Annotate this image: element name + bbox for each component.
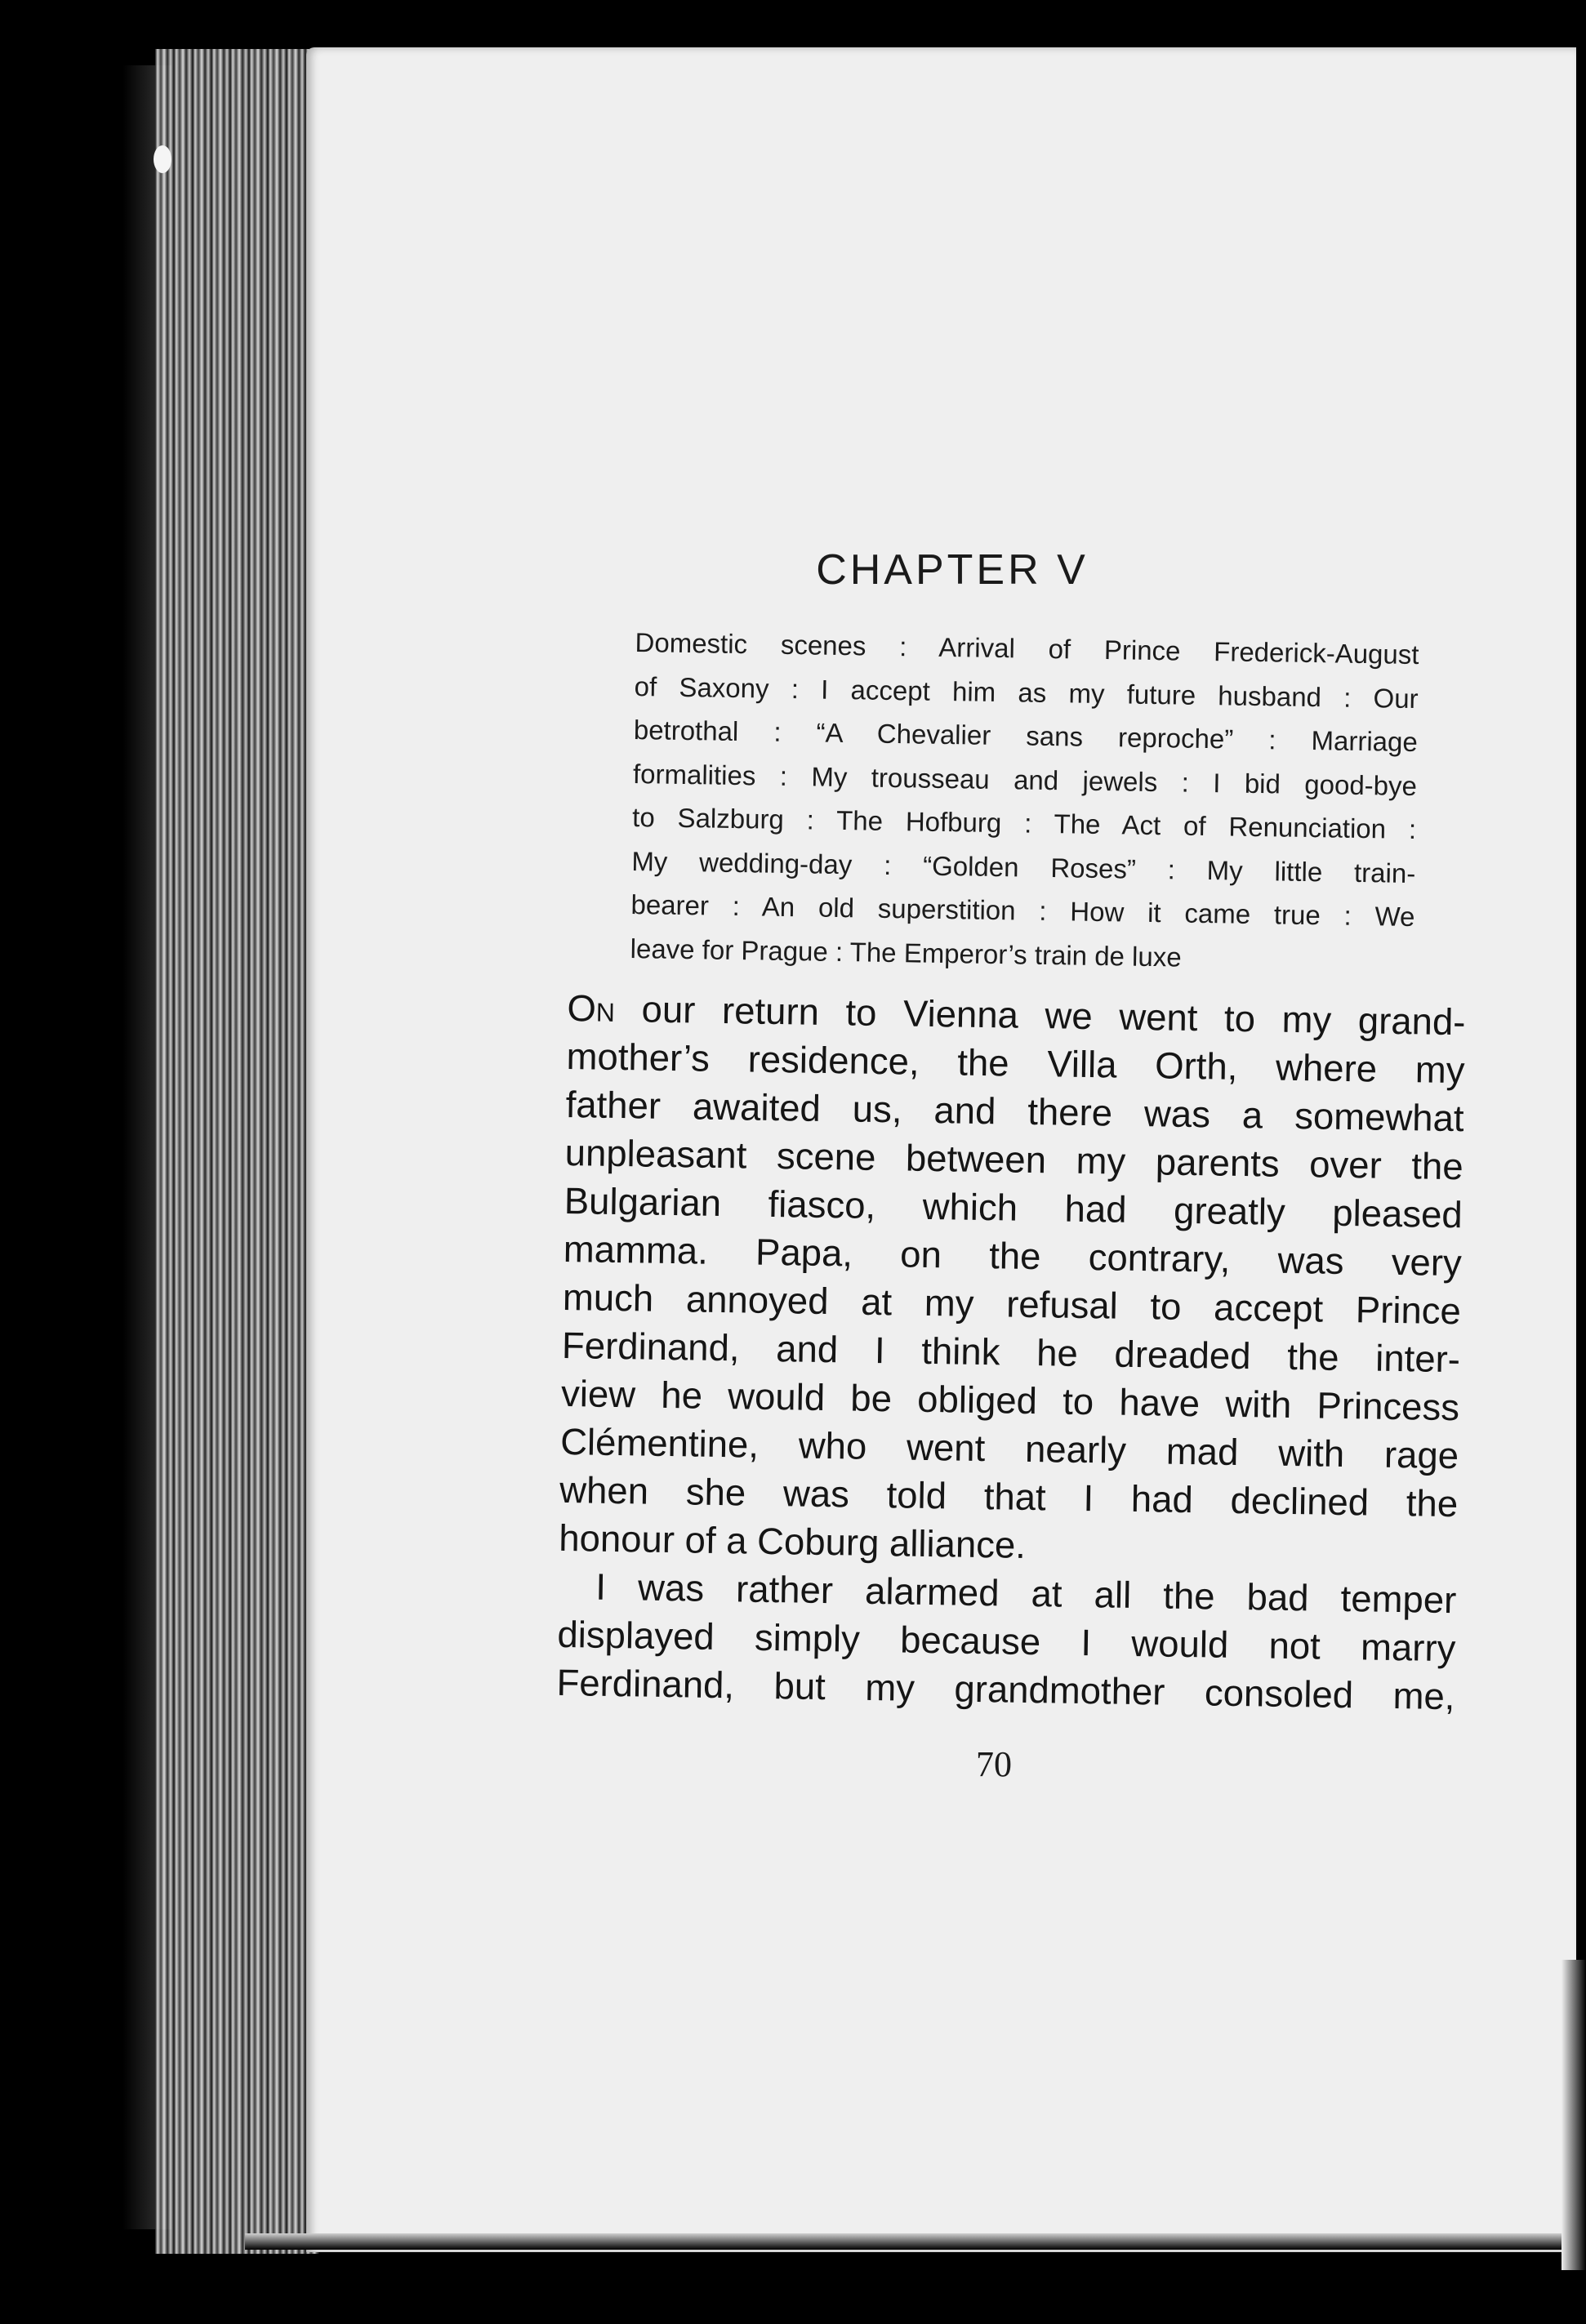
body-line-first-rest: our return to Vienna we went to my grand-: [614, 987, 1466, 1044]
body-line: displayed simply because I would not marry: [557, 1613, 1456, 1670]
scan-artifact: [154, 145, 172, 173]
drop-word: On: [567, 986, 616, 1030]
chapter-synopsis: [630, 621, 1419, 982]
synopsis-line: to Salzburg : The Hofburg : The Act of Renunciation :: [631, 801, 1417, 845]
body-line: Ferdinand, and I think he dreaded the inter-: [561, 1324, 1461, 1381]
body-line: when she was told that I had declined the: [559, 1468, 1459, 1525]
page-number: 70: [976, 1744, 1012, 1784]
synopsis-line: leave for Prague : The Emperor’s train de luxe: [630, 933, 1182, 973]
body-line: view he would be obliged to have with Princess: [560, 1372, 1460, 1429]
synopsis-line: My wedding-day : “Golden Roses” : My little train-: [631, 845, 1416, 888]
page-bottom-edge: [245, 2233, 1568, 2250]
body-line: unpleasant scene between my parents over the: [564, 1131, 1464, 1188]
body-line: much annoyed at my refusal to accept Prince: [562, 1276, 1462, 1333]
page-right-edge: [1561, 1960, 1586, 2270]
body-line: Ferdinand, but my grandmother consoled me,: [556, 1661, 1455, 1718]
synopsis-line: of Saxony : I accept him as my future husband : Our: [634, 670, 1419, 714]
body-text: [556, 984, 1466, 1721]
body-line: Bulgarian fiasco, which had greatly pleased: [564, 1179, 1463, 1236]
synopsis-line: bearer : An old superstition : How it came true : We: [630, 888, 1415, 933]
synopsis-line: betrothal : “A Chevalier sans reproche” : Marriage: [633, 714, 1419, 758]
synopsis-line: Domestic scenes : Arrival of Prince Frederick-August: [635, 626, 1419, 670]
synopsis-line: formalities : My trousseau and jewels : I bid good-bye: [632, 758, 1418, 801]
body-line: mamma. Papa, on the contrary, was very: [563, 1227, 1463, 1284]
book-page-edges: [155, 49, 319, 2254]
body-line: father awaited us, and there was a somewhat: [565, 1083, 1464, 1140]
body-line: I was rather alarmed at all the bad temper: [595, 1565, 1457, 1622]
body-line: Clémentine, who went nearly mad with rage: [559, 1420, 1459, 1477]
body-line: honour of a Coburg alliance.: [558, 1516, 1027, 1566]
chapter-title: CHAPTER V: [816, 546, 1089, 594]
body-line: mother’s residence, the Villa Orth, where my: [566, 1035, 1465, 1092]
